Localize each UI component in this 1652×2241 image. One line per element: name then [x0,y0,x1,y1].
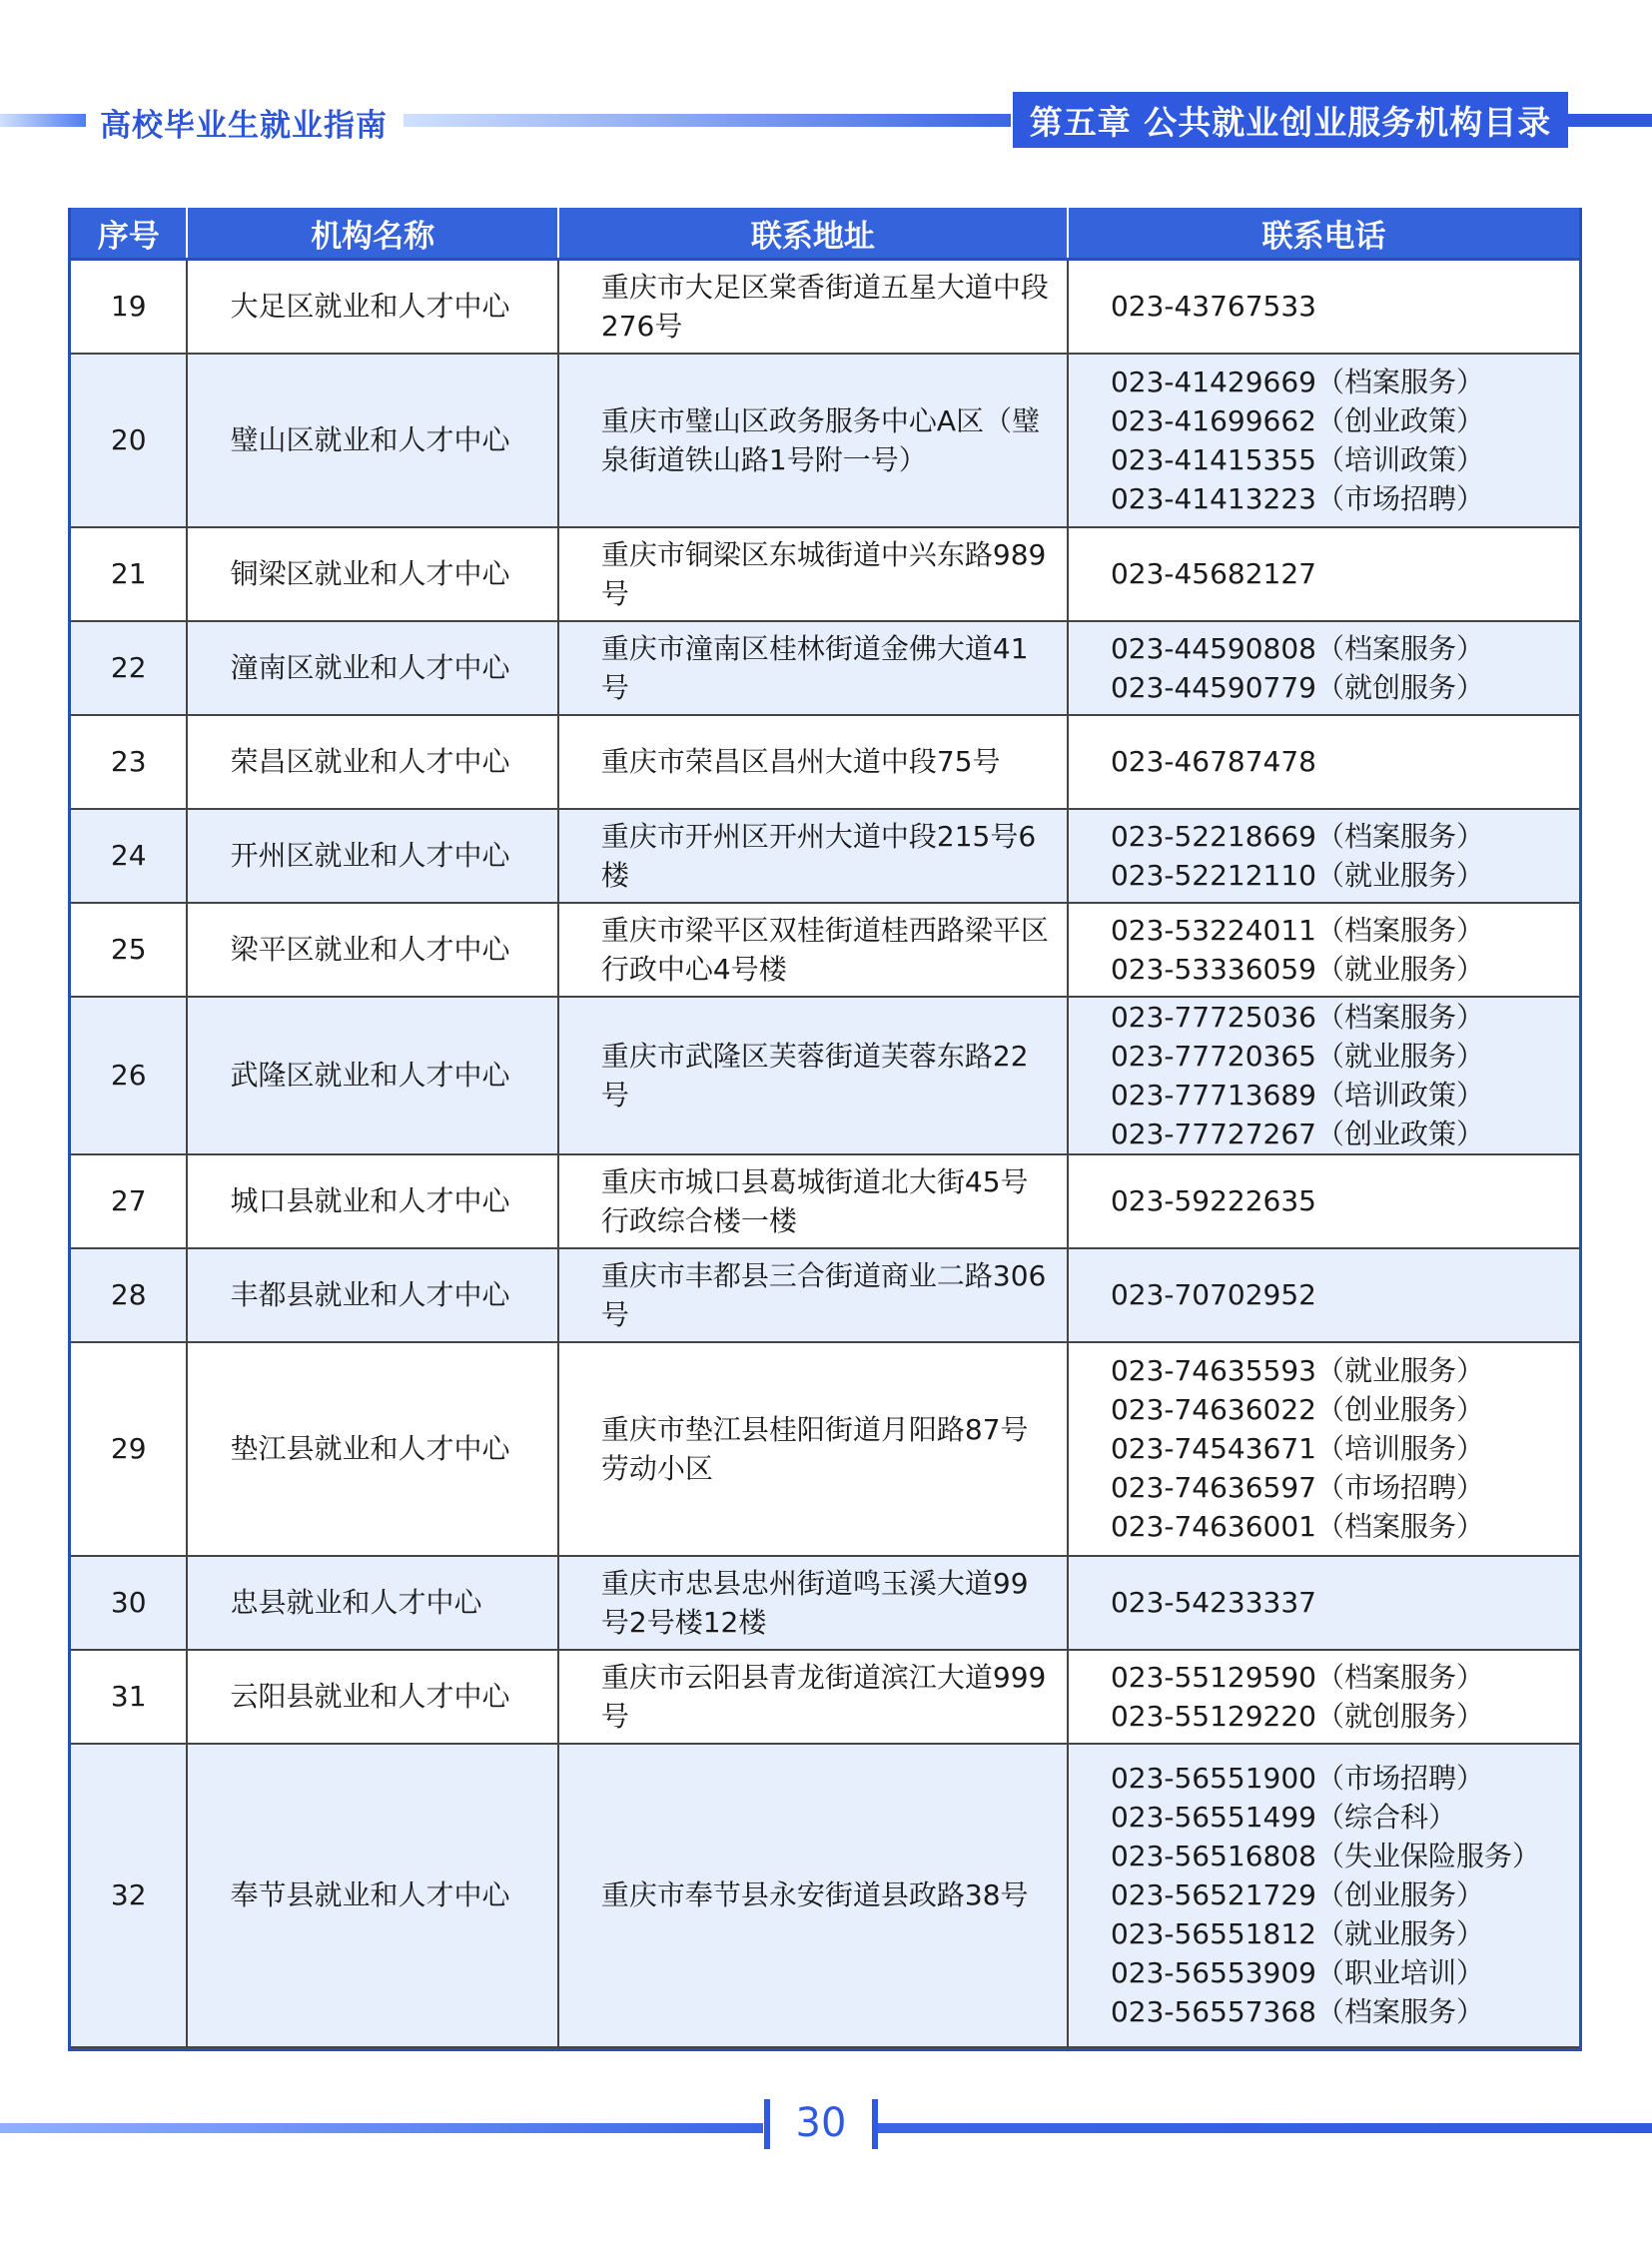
phone-list [1068,260,1579,354]
phone-number: 023-56551812（就业服务） [1110,1917,1485,1950]
phone-number: 023-55129590（档案服务） [1110,1660,1485,1694]
phone-number: 023-74636597（市场招聘） [1110,1471,1485,1504]
service-directory-table [68,208,1582,2051]
institution-address: 重庆市梁平区双桂街道桂西路梁平区行政中心4号楼 [558,903,1068,997]
phone-number: 023-43767533 [1110,290,1316,324]
page-number: 30 [795,2100,847,2146]
phone-number: 023-77725036（档案服务） [1110,1000,1485,1034]
row-number: 25 [71,903,187,997]
phone-number: 023-44590808（档案服务） [1110,631,1485,665]
phone-number: 023-74635593（就业服务） [1110,1354,1485,1387]
header-middle-bar [404,114,1011,127]
institution-name: 武隆区就业和人才中心 [187,997,557,1154]
institution-address: 重庆市垫江县桂阳街道月阳路87号劳动小区 [558,1342,1068,1556]
phone-number: 023-41699662（创业政策） [1110,403,1485,437]
institution-address: 重庆市武隆区芙蓉街道芙蓉东路22号 [558,997,1068,1154]
row-number: 19 [71,260,187,354]
table-row [71,354,1579,527]
phone-number: 023-56521729（创业服务） [1110,1878,1485,1911]
institution-address: 重庆市开州区开州大道中段215号6楼 [558,809,1068,903]
row-number: 29 [71,1342,187,1556]
row-number: 31 [71,1650,187,1744]
phone-list [1068,1650,1579,1744]
phone-number: 023-70702952 [1110,1278,1316,1311]
table-row [71,809,1579,903]
phone-number: 023-56557368（档案服务） [1110,1995,1485,2028]
institution-name: 云阳县就业和人才中心 [187,1650,557,1744]
institution-name: 铜梁区就业和人才中心 [187,527,557,621]
phone-number: 023-56516808（失业保险服务） [1110,1840,1541,1872]
institution-name: 丰都县就业和人才中心 [187,1248,557,1342]
phone-list [1068,354,1579,527]
row-number: 22 [71,621,187,715]
phone-number: 023-41429669（档案服务） [1110,365,1485,398]
phone-number: 023-54233337 [1110,1586,1316,1619]
phone-list [1068,809,1579,903]
institution-address: 重庆市铜梁区东城街道中兴东路989号 [558,527,1068,621]
phone-number: 023-53336059（就业服务） [1110,952,1485,986]
phone-number: 023-56551499（综合科） [1110,1801,1457,1834]
row-number: 27 [71,1154,187,1248]
institution-address: 重庆市大足区棠香街道五星大道中段276号 [558,260,1068,354]
column-header-no: 序号 [71,208,187,260]
column-header-name: 机构名称 [187,208,557,260]
phone-number: 023-74636022（创业服务） [1110,1393,1485,1426]
table-body [71,260,1579,2047]
row-number: 21 [71,527,187,621]
chapter-title: 第五章 公共就业创业服务机构目录 [1013,92,1568,148]
institution-name: 奉节县就业和人才中心 [187,1744,557,2047]
table-row [71,527,1579,621]
phone-number: 023-74636001（档案服务） [1110,1510,1485,1543]
footer-right-bar [878,2123,1652,2133]
row-number: 24 [71,809,187,903]
column-header-address: 联系地址 [558,208,1068,260]
phone-list [1068,1556,1579,1650]
table-row [71,715,1579,809]
row-number: 23 [71,715,187,809]
phone-list [1068,621,1579,715]
row-number: 26 [71,997,187,1154]
institution-address: 重庆市奉节县永安街道县政路38号 [558,1744,1068,2047]
row-number: 20 [71,354,187,527]
institution-address: 重庆市丰都县三合街道商业二路306号 [558,1248,1068,1342]
institution-name: 垫江县就业和人才中心 [187,1342,557,1556]
phone-list [1068,1248,1579,1342]
institution-name: 大足区就业和人才中心 [187,260,557,354]
phone-number: 023-46787478 [1110,745,1316,778]
phone-number: 023-53224011（档案服务） [1110,913,1485,947]
phone-number: 023-56553909（职业培训） [1110,1956,1485,1989]
phone-list [1068,1342,1579,1556]
phone-number: 023-52212110（就业服务） [1110,858,1485,892]
phone-number: 023-52218669（档案服务） [1110,819,1485,853]
footer-left-bar [0,2123,763,2133]
table-row [71,997,1579,1154]
table-row [71,1744,1579,2047]
institution-address: 重庆市潼南区桂林街道金佛大道41号 [558,621,1068,715]
table-row [71,903,1579,997]
header-left-bar [0,114,86,127]
table-row [71,260,1579,354]
phone-number: 023-45682127 [1110,557,1316,590]
institution-name: 荣昌区就业和人才中心 [187,715,557,809]
table-row [71,1248,1579,1342]
phone-number: 023-77713689（培训政策） [1110,1078,1485,1112]
row-number: 30 [71,1556,187,1650]
phone-number: 023-41415355（培训政策） [1110,442,1485,476]
row-number: 32 [71,1744,187,2047]
institution-name: 开州区就业和人才中心 [187,809,557,903]
table-header-row [71,208,1579,260]
table-row [71,1556,1579,1650]
phone-list [1068,997,1579,1154]
table-row [71,1650,1579,1744]
phone-list [1068,903,1579,997]
institution-name: 城口县就业和人才中心 [187,1154,557,1248]
institution-address: 重庆市荣昌区昌州大道中段75号 [558,715,1068,809]
phone-number: 023-44590779（就创服务） [1110,670,1485,704]
column-header-phone: 联系电话 [1068,208,1579,260]
table-row [71,1342,1579,1556]
guide-title: 高校毕业生就业指南 [100,108,388,144]
phone-number: 023-74543671（培训服务） [1110,1432,1485,1465]
institution-name: 潼南区就业和人才中心 [187,621,557,715]
phone-list [1068,1744,1579,2047]
institution-address: 重庆市忠县忠州街道鸣玉溪大道99号2号楼12楼 [558,1556,1068,1650]
phone-number: 023-55129220（就创服务） [1110,1699,1485,1733]
phone-number: 023-41413223（市场招聘） [1110,481,1485,515]
phone-list [1068,715,1579,809]
phone-list [1068,1154,1579,1248]
phone-number: 023-77720365（就业服务） [1110,1039,1485,1073]
row-number: 28 [71,1248,187,1342]
institution-name: 梁平区就业和人才中心 [187,903,557,997]
institution-name: 璧山区就业和人才中心 [187,354,557,527]
table-row [71,621,1579,715]
institution-name: 忠县就业和人才中心 [187,1556,557,1650]
phone-number: 023-77727267（创业政策） [1110,1117,1485,1150]
phone-number: 023-56551900（市场招聘） [1110,1762,1485,1795]
institution-address: 重庆市璧山区政务服务中心A区（璧泉街道铁山路1号附一号） [558,354,1068,527]
header-right-bar [1568,114,1652,127]
institution-address: 重庆市城口县葛城街道北大街45号行政综合楼一楼 [558,1154,1068,1248]
table-row [71,1154,1579,1248]
phone-number: 023-59222635 [1110,1184,1316,1217]
institution-address: 重庆市云阳县青龙街道滨江大道999号 [558,1650,1068,1744]
phone-list [1068,527,1579,621]
